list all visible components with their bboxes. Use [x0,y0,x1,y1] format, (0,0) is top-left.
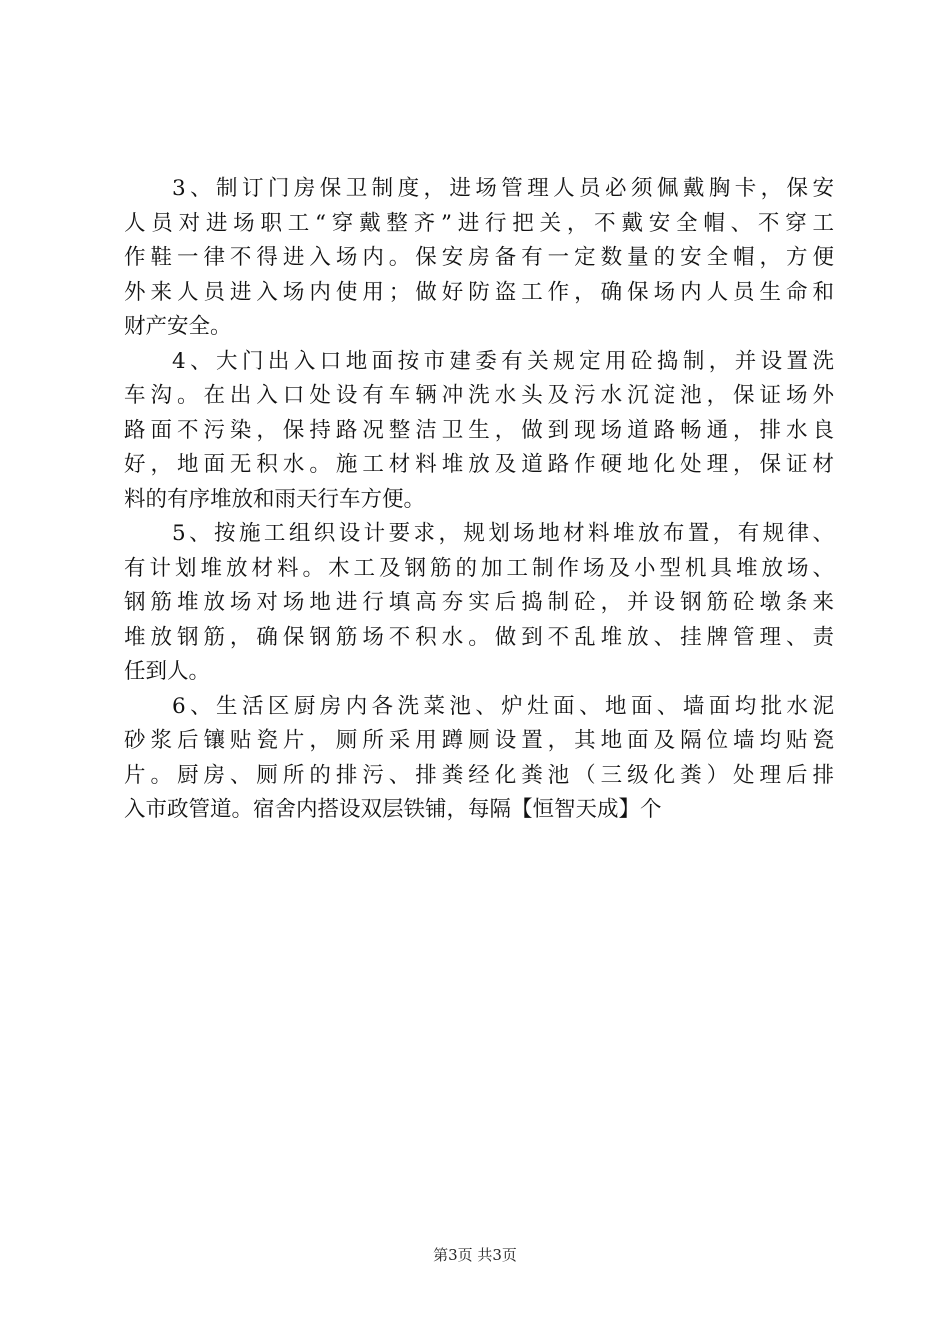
text-line: 3、制订门房保卫制度，进场管理人员必须佩戴胸卡，保安 [172,176,834,201]
paragraph-5 [124,517,834,690]
text-line: 有计划堆放材料。木工及钢筋的加工制作场及小型机具堆放场、 [124,555,834,581]
paragraph-3 [124,172,834,345]
text-line: 料的有序堆放和雨天行车方便。 [124,486,426,512]
text-line: 车沟。在出入口处设有车辆冲洗水头及污水沉淀池，保证场外 [124,383,834,408]
page-number-footer: 第3页 共3页 [433,1246,517,1264]
paragraph-4 [124,345,834,518]
text-line: 4、大门出入口地面按市建委有关规定用砼捣制，并设置洗 [172,348,834,374]
text-line: 5、按施工组织设计要求，规划场地材料堆放布置，有规律、 [172,521,834,546]
text-line: 任到人。 [124,659,211,684]
text-line: 片。厨房、厕所的排污、排粪经化粪池（三级化粪）处理后排 [124,762,834,788]
text-line: 作鞋一律不得进入场内。保安房备有一定数量的安全帽，方便 [124,245,834,270]
text-line: 路面不污染，保持路况整洁卫生，做到现场道路畅通，排水良 [124,417,834,443]
paragraph-6 [124,690,834,828]
text-line: 外来人员进入场内使用；做好防盗工作，确保场内人员生命和 [124,279,834,305]
text-line: 砂浆后镶贴瓷片，厕所采用蹲厕设置，其地面及隔位墙均贴瓷 [124,728,834,753]
text-line: 财产安全。 [124,314,232,339]
text-line: 堆放钢筋，确保钢筋场不积水。做到不乱堆放、挂牌管理、责 [124,624,834,650]
document-body [124,172,834,828]
text-line: 钢筋堆放场对场地进行填高夯实后捣制砼，并设钢筋砼墩条来 [124,590,834,615]
text-line: 入市政管道。宿舍内搭设双层铁铺，每隔【恒智天成】个 [124,797,662,822]
text-line: 好，地面无积水。施工材料堆放及道路作硬地化处理，保证材 [124,452,834,477]
text-line: 人员对进场职工“穿戴整齐”进行把关，不戴安全帽、不穿工 [124,210,834,236]
text-line: 6、生活区厨房内各洗菜池、炉灶面、地面、墙面均批水泥 [172,693,834,719]
